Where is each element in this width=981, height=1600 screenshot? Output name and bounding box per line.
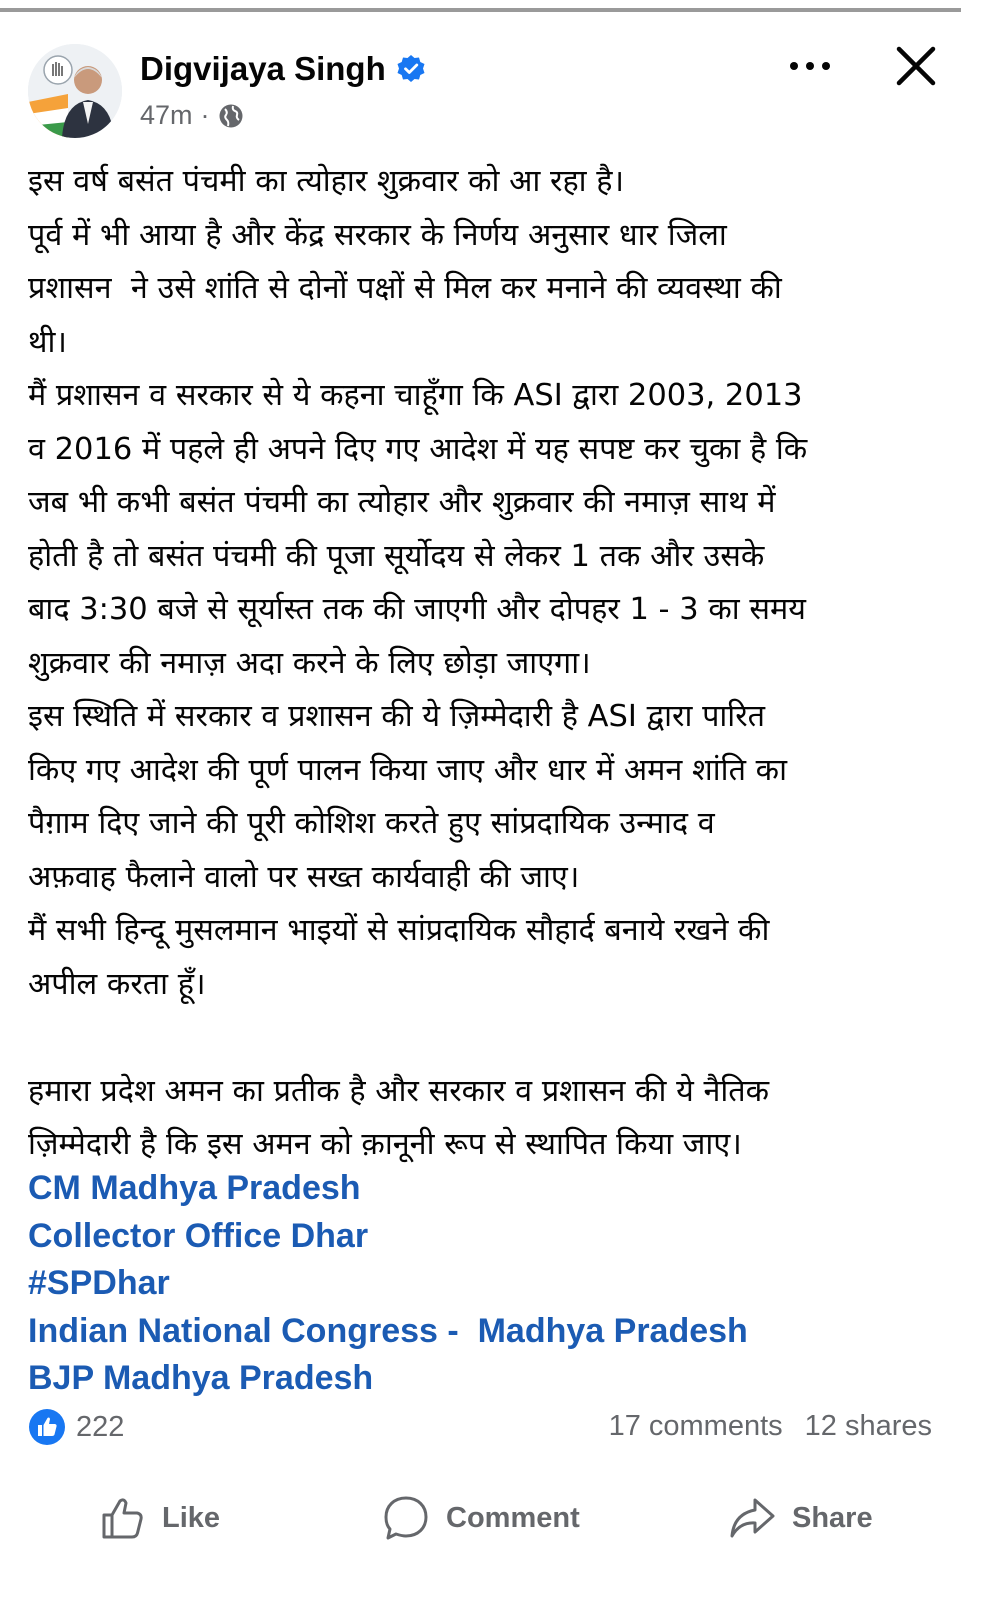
reaction-count: 222 <box>76 1410 125 1443</box>
comment-label: Comment <box>446 1501 580 1534</box>
like-label: Like <box>162 1501 221 1534</box>
post-meta <box>140 100 244 131</box>
post-text-line: शुक्रवार की नमाज़ अदा करने के लिए छोड़ा जाएगा। <box>28 645 591 681</box>
more-options-icon[interactable] <box>788 56 832 76</box>
blank-line <box>28 1011 958 1065</box>
globe-icon <box>218 103 244 129</box>
post-text-line: थी। <box>28 324 67 360</box>
share-arrow-icon <box>728 1494 776 1542</box>
thumbs-up-icon <box>100 1495 146 1541</box>
tag-link[interactable]: BJP Madhya Pradesh <box>28 1359 374 1397</box>
post-text-line: ज़िम्मेदारी है कि इस अमन को क़ानूनी रूप से स्थापित किया जाए। <box>28 1127 742 1162</box>
avatar[interactable] <box>28 44 122 138</box>
tag-link[interactable]: Indian National Congress - Madhya Pradesh <box>28 1311 748 1350</box>
close-icon[interactable] <box>894 44 938 88</box>
engagement-stats <box>609 1410 932 1443</box>
post-text-line: पूर्व में भी आया है और केंद्र सरकार के निर्णय अनुसार धार जिला <box>28 217 727 253</box>
shares-count[interactable]: 12 shares <box>804 1410 932 1442</box>
avatar-image <box>28 44 122 138</box>
reaction-summary[interactable] <box>28 1408 124 1446</box>
post-text-line: पैग़ाम दिए जाने की पूरी कोशिश करते हुए सांप्रदायिक उन्माद व <box>28 806 715 841</box>
post-body <box>28 155 958 1172</box>
post-text-line: व 2016 में पहले ही अपने दिए गए आदेश में यह सपष्ट कर चुका है कि <box>28 431 808 467</box>
post-text-line: जब भी कभी बसंत पंचमी का त्योहार और शुक्रवार की नमाज़ साथ में <box>28 485 776 520</box>
post-text-line: अफ़वाह फैलाने वालो पर सख्त कार्यवाही की जाए। <box>28 859 580 895</box>
comments-count[interactable]: 17 comments <box>608 1410 783 1442</box>
post-text-line: हमारा प्रदेश अमन का प्रतीक है और सरकार व प्रशासन की ये नैतिक <box>28 1073 770 1109</box>
share-button[interactable] <box>728 1490 873 1546</box>
action-bar <box>0 1490 961 1550</box>
comment-button[interactable] <box>382 1490 580 1546</box>
author-row <box>140 50 426 88</box>
top-divider <box>0 8 961 12</box>
post-tags <box>28 1165 958 1403</box>
post-text-line: प्रशासन ने उसे शांति से दोनों पक्षों से मिल कर मनाने की व्यवस्था की <box>28 271 782 306</box>
share-label: Share <box>792 1501 873 1534</box>
verified-badge-icon <box>396 54 426 84</box>
post-text-line: किए गए आदेश की पूर्ण पालन किया जाए और धार में अमन शांति का <box>28 752 787 788</box>
comment-bubble-icon <box>382 1494 430 1542</box>
post-text-line: बाद 3:30 बजे से सूर्यास्त तक की जाएगी और दोपहर 1 - 3 का समय <box>28 592 806 627</box>
post-text-line: मैं सभी हिन्दू मुसलमान भाइयों से सांप्रदायिक सौहार्द बनाये रखने की <box>28 913 770 948</box>
post-text-line: अपील करता हूँ। <box>28 966 206 1002</box>
author-name[interactable]: Digvijaya Singh <box>140 50 386 87</box>
post-text-line: इस स्थिति में सरकार व प्रशासन की ये ज़िम्मेदारी है ASI द्वारा पारित <box>28 699 766 734</box>
post-timestamp[interactable]: 47m <box>140 100 193 130</box>
tag-link[interactable]: Collector Office Dhar <box>28 1216 369 1255</box>
tag-link[interactable]: #SPDhar <box>28 1264 170 1302</box>
tag-link[interactable]: CM Madhya Pradesh <box>28 1169 361 1207</box>
post-text-line: मैं प्रशासन व सरकार से ये कहना चाहूँगा कि ASI द्वारा 2003, 2013 <box>28 378 803 413</box>
post-text-line: इस वर्ष बसंत पंचमी का त्योहार शुक्रवार को आ रहा है। <box>28 164 625 199</box>
post-text-line: होती है तो बसंत पंचमी की पूजा सूर्योदय से लेकर 1 तक और उसके <box>28 538 765 574</box>
like-reaction-icon <box>28 1408 66 1446</box>
post-header <box>28 44 953 140</box>
like-button[interactable] <box>100 1490 220 1546</box>
meta-separator: · <box>200 100 210 130</box>
